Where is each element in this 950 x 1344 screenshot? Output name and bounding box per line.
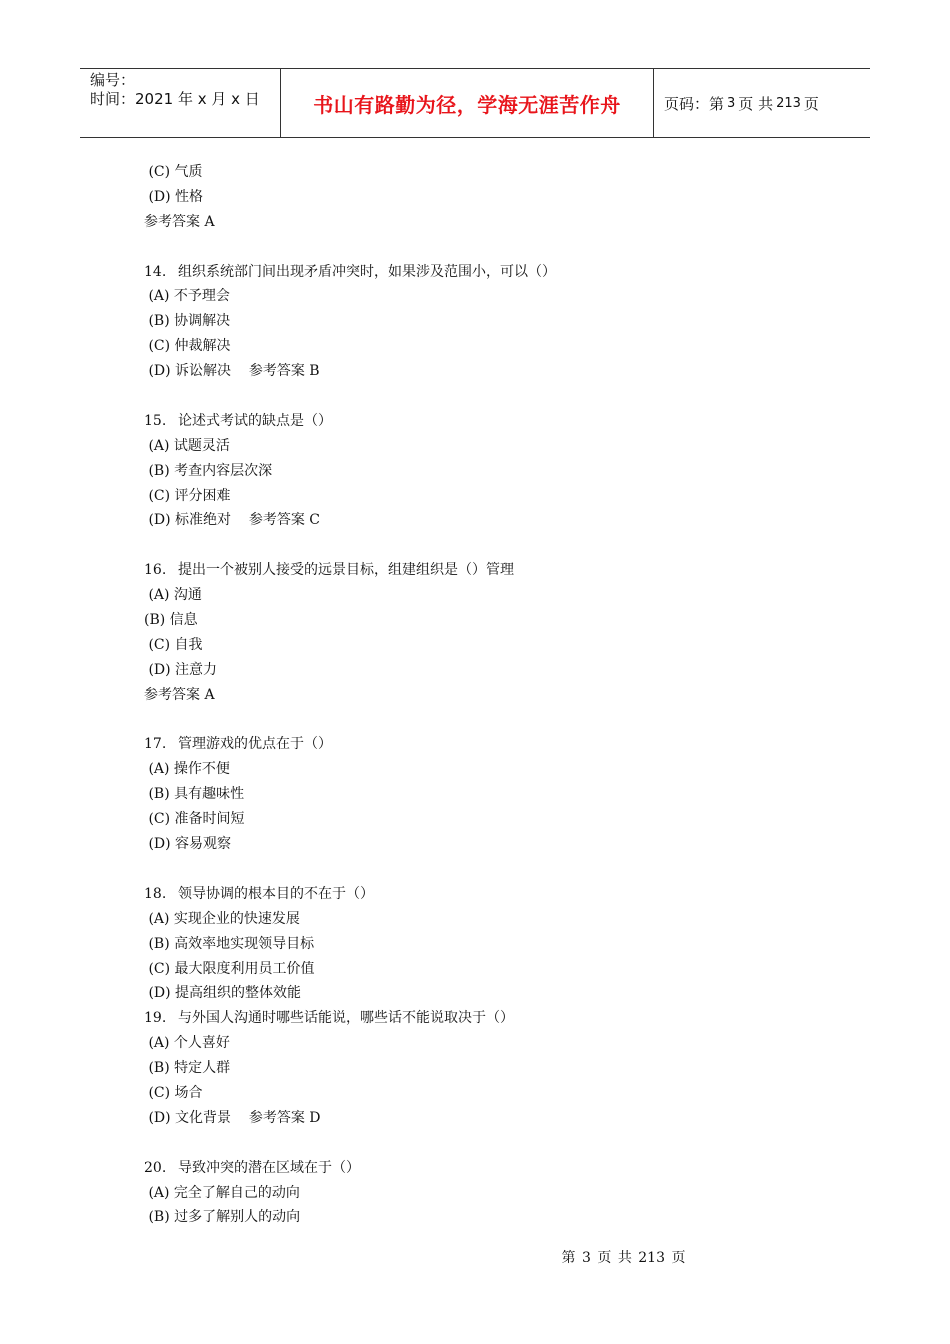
page-total: 213 (776, 95, 801, 111)
option-line: (D) 标准绝对 参考答案 C (144, 512, 321, 529)
footer-page-total: 213 (638, 1250, 665, 1266)
answer-line: 参考答案 A (144, 686, 215, 703)
motto-text: 书山有路勤为径，学海无涯苦作舟 (313, 92, 621, 117)
page-number-cell (654, 69, 870, 137)
option-line: (A) 不予理会 (144, 288, 230, 305)
option-line: (B) 信息 (144, 612, 198, 629)
header-info-cell (80, 69, 281, 137)
option-line: (D) 容易观察 (144, 836, 232, 853)
page-header (80, 68, 870, 138)
option-line: (C) 仲裁解决 (144, 338, 231, 355)
answer-line: 参考答案 A (144, 213, 215, 230)
footer-text: 共 (617, 1250, 632, 1266)
option-line: (B) 过多了解别人的动向 (144, 1209, 301, 1226)
page-footer (0, 1247, 950, 1267)
page-label: 页码：第 (664, 94, 725, 113)
date-label: 时间：2021 年 x 月 x 日 (90, 90, 260, 108)
option-line: (B) 特定人群 (144, 1060, 231, 1077)
option-line: (A) 完全了解自己的动向 (144, 1184, 300, 1201)
option-line: (D) 注意力 (144, 661, 218, 678)
option-line: (C) 场合 (144, 1084, 203, 1101)
question-15: 15. 论述式考试的缺点是（） (144, 412, 332, 429)
option-line: (A) 沟通 (144, 587, 202, 604)
option-line: (B) 具有趣味性 (144, 786, 245, 803)
page-end: 页 (803, 94, 819, 113)
page-mid: 页 共 (738, 94, 774, 113)
option-line: (D) 提高组织的整体效能 (144, 985, 302, 1002)
footer-text: 第 (561, 1250, 576, 1266)
footer-text: 页 (671, 1250, 686, 1266)
motto-cell (281, 69, 654, 137)
option-line: (D) 文化背景 参考答案 D (144, 1109, 321, 1126)
question-17: 17. 管理游戏的优点在于（） (144, 736, 332, 753)
page-number: 3 (727, 95, 736, 111)
option-line: (A) 个人喜好 (144, 1035, 230, 1052)
question-20: 20. 导致冲突的潜在区域在于（） (144, 1159, 360, 1176)
option-line: (A) 实现企业的快速发展 (144, 910, 300, 927)
footer-text: 页 (597, 1250, 612, 1266)
option-line: (A) 操作不便 (144, 761, 230, 778)
document-body (144, 160, 556, 1230)
option-line: (C) 自我 (144, 636, 203, 653)
option-line: (C) 评分困难 (144, 487, 231, 504)
question-16: 16. 提出一个被别人接受的远景目标，组建组织是（）管理 (144, 562, 514, 579)
option-line: (B) 协调解决 (144, 313, 231, 330)
footer-page-number: 3 (581, 1250, 591, 1266)
option-line: (B) 高效率地实现领导目标 (144, 935, 315, 952)
number-label: 编号： (90, 71, 136, 89)
option-line: (D) 性格 (144, 188, 204, 205)
option-line: (A) 试题灵活 (144, 437, 230, 454)
option-line: (D) 诉讼解决 参考答案 B (144, 363, 320, 380)
option-line: (B) 考查内容层次深 (144, 462, 273, 479)
option-line: (C) 准备时间短 (144, 811, 245, 828)
option-line: (C) 气质 (144, 164, 203, 180)
option-line: (C) 最大限度利用员工价值 (144, 960, 315, 977)
question-19: 19. 与外国人沟通时哪些话能说，哪些话不能说取决于（） (144, 1010, 514, 1027)
question-18: 18. 领导协调的根本目的不在于（） (144, 885, 374, 902)
question-14: 14. 组织系统部门间出现矛盾冲突时，如果涉及范围小，可以（） (144, 263, 556, 280)
